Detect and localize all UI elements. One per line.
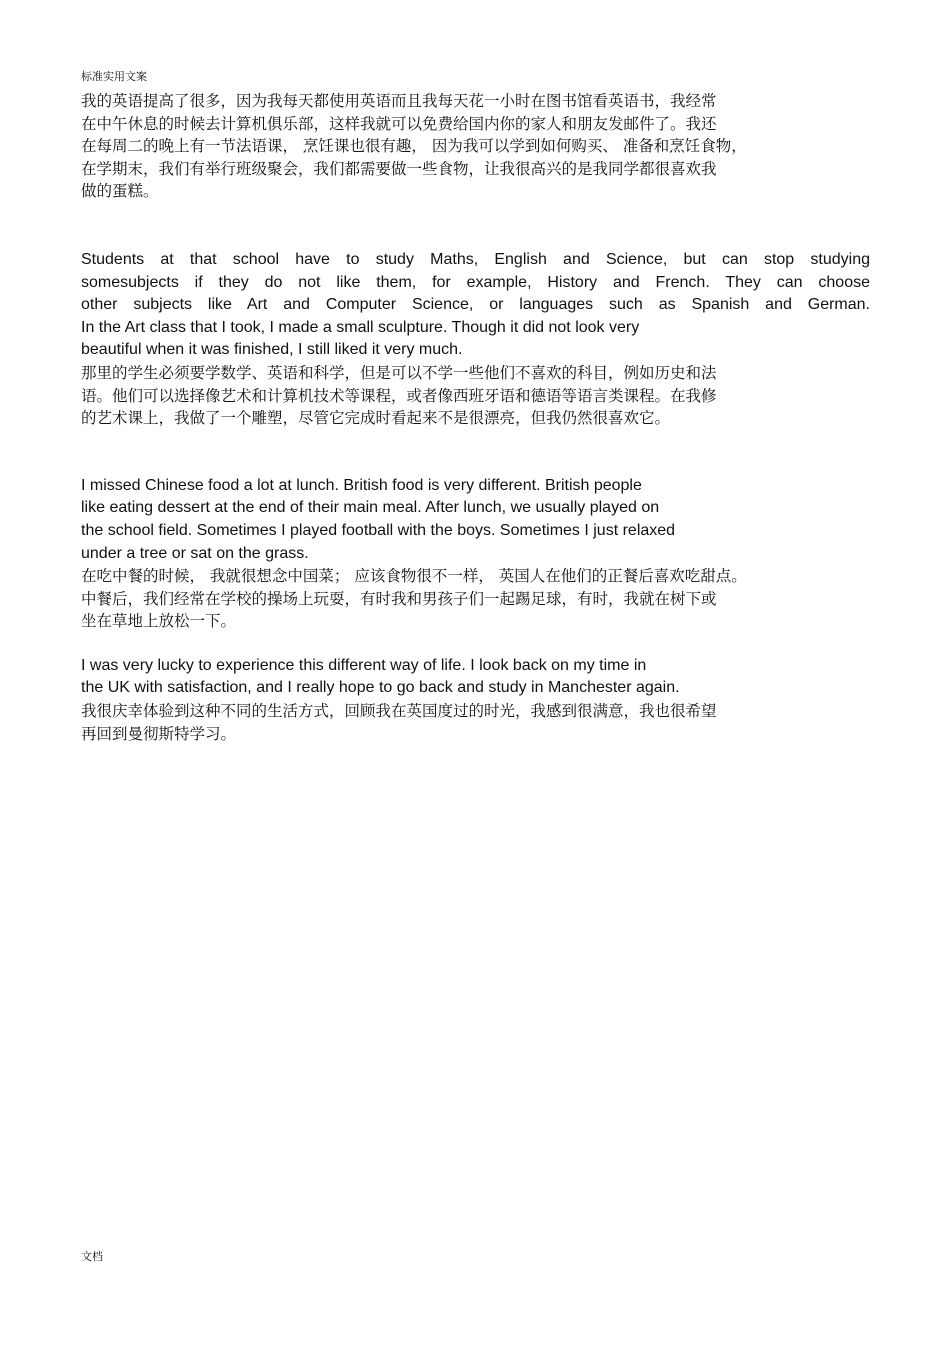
text-line: 那里的学生必须要学数学、英语和科学，但是可以不学一些他们不喜欢的科目，例如历史和法: [81, 363, 717, 382]
text-line: I missed Chinese food a lot at lunch. British food is very different. British people: [81, 476, 642, 494]
text-line: 在每周二的晚上有一节法语课， 烹饪课也很有趣， 因为我可以学到如何购买、 准备和烹饪食物，: [81, 137, 747, 156]
text-line: beautiful when it was finished, I still liked it very much.: [81, 341, 463, 359]
text-line: In the Art class that I took, I made a small sculpture. Though it did not look very: [81, 318, 640, 336]
text-line: 我的英语提高了很多，因为我每天都使用英语而且我每天花一小时在图书馆看英语书，我经常: [81, 92, 717, 110]
text-line: under a tree or sat on the grass.: [81, 544, 309, 562]
text-line: 在中午休息的时候去计算机俱乐部，这样我就可以免费给国内你的家人和朋友发邮件了。我还: [81, 114, 717, 133]
text-line: 在吃中餐的时候， 我就很想念中国菜； 应该食物很不一样， 英国人在他们的正餐后喜欢吃甜点。: [81, 567, 747, 586]
paragraph-1: [81, 90, 881, 203]
text-line: 坐在草地上放松一下。: [81, 612, 237, 631]
text-line: 我很庆幸体验到这种不同的生活方式，回顾我在英国度过的时光，我感到很满意，我也很希望: [81, 702, 717, 721]
text-line: somesubjects if they do not like them, for example, History and French. They can choose: [81, 273, 870, 291]
paragraph-4: [81, 655, 881, 745]
text-line: 在学期末，我们有举行班级聚会，我们都需要做一些食物，让我很高兴的是我同学都很喜欢我: [81, 159, 717, 178]
page-footer: 文档: [81, 1250, 103, 1263]
text-line: like eating dessert at the end of their main meal. After lunch, we usually played on: [81, 499, 660, 517]
text-line: 中餐后，我们经常在学校的操场上玩耍，有时我和男孩子们一起踢足球，有时，我就在树下或: [81, 589, 717, 608]
text-line: 语。他们可以选择像艺术和计算机技术等课程，或者像西班牙语和德语等语言类课程。在我修: [81, 386, 717, 405]
text-line: the UK with satisfaction, and I really hope to go back and study in Manchester again.: [81, 679, 680, 697]
text-line: other subjects like Art and Computer Science, or languages such as Spanish and German.: [81, 296, 870, 314]
text-line: 的艺术课上，我做了一个雕塑，尽管它完成时看起来不是很漂亮，但我仍然很喜欢它。: [81, 409, 671, 428]
page-header: 标准实用文案: [81, 70, 147, 83]
text-line: the school field. Sometimes I played football with the boys. Sometimes I just relaxed: [81, 521, 676, 539]
paragraph-2: [81, 249, 881, 430]
text-line: Students at that school have to study Maths, English and Science, but can stop studying: [81, 250, 870, 268]
text-line: 做的蛋糕。: [81, 182, 159, 201]
text-line: I was very lucky to experience this different way of life. I look back on my time in: [81, 656, 647, 674]
document-body: [81, 90, 881, 745]
text-line: 再回到曼彻斯特学习。: [81, 724, 237, 743]
paragraph-3: [81, 475, 881, 633]
